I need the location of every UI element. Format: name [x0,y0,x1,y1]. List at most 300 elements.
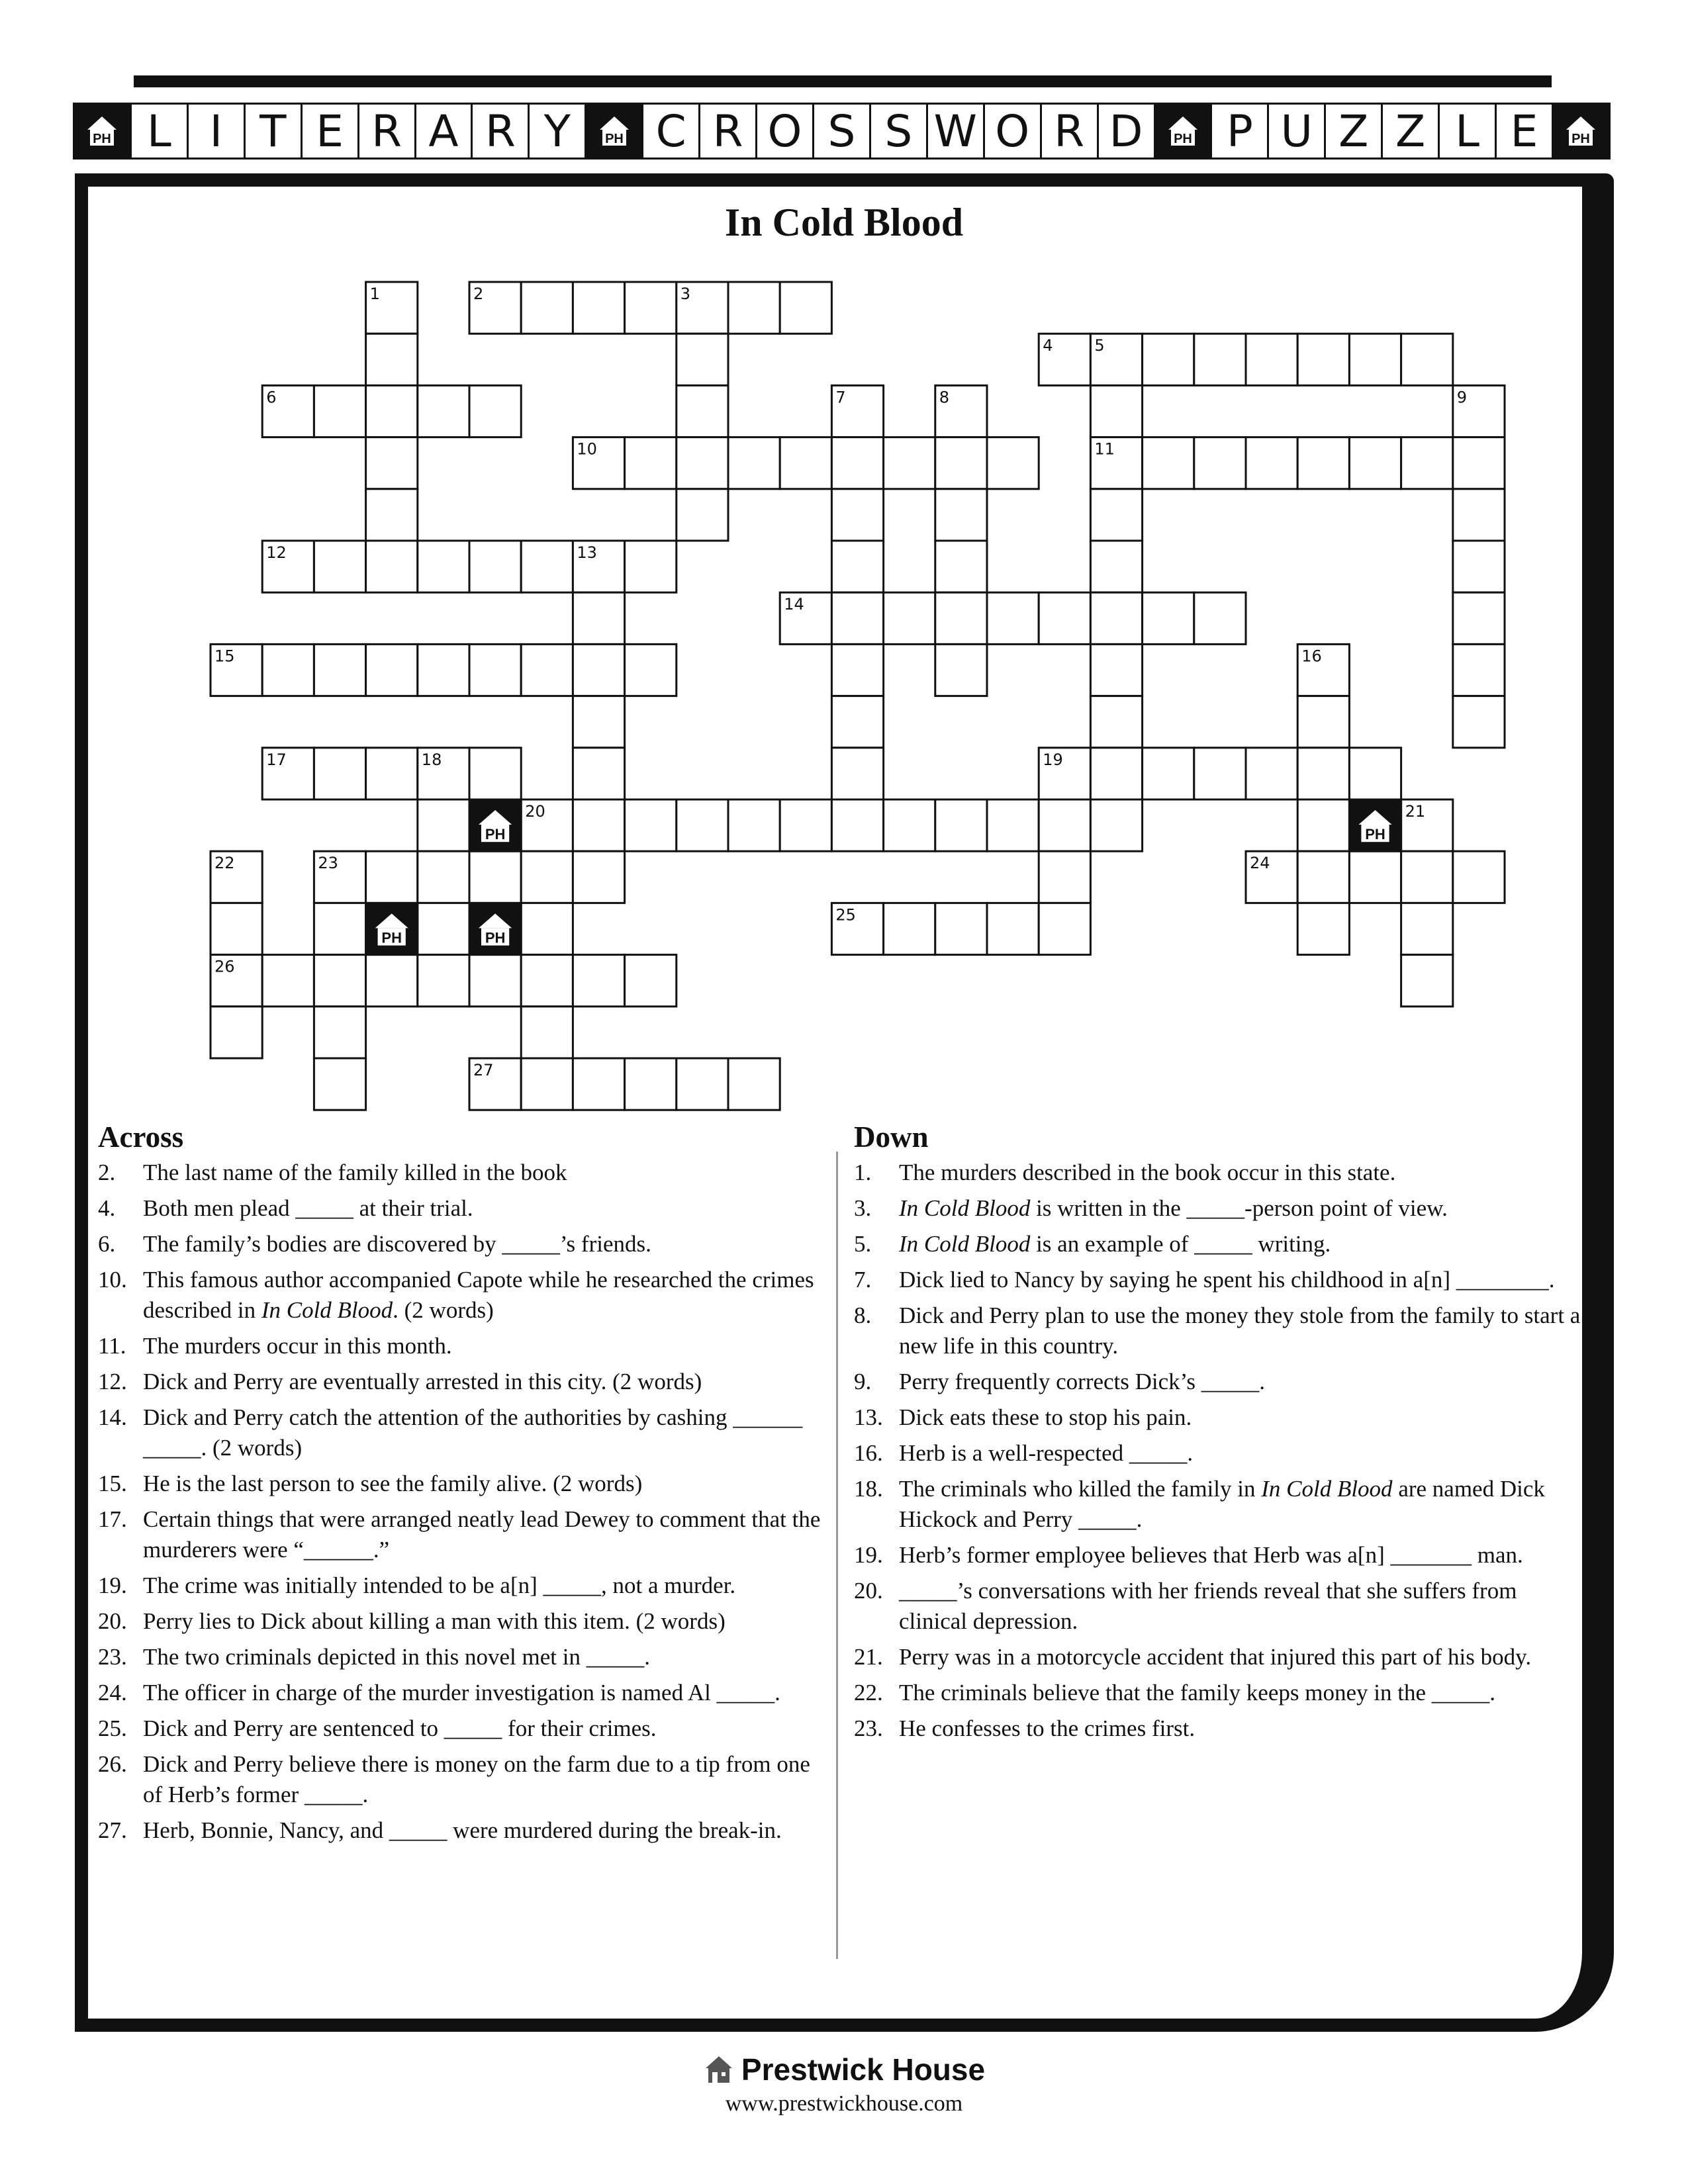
grid-cell[interactable] [987,799,1039,851]
grid-cell[interactable] [884,903,935,954]
grid-cell[interactable] [831,644,883,696]
clue-number: 23 [318,854,338,873]
grid-cell[interactable] [366,334,418,385]
grid-cell[interactable] [1246,334,1297,385]
clue-text: The criminals believe that the family keeps money in the _____. [899,1680,1495,1706]
grid-cell[interactable] [1143,592,1194,644]
clue-number: 7. [854,1267,872,1293]
down-clue [854,1678,1582,1708]
clue-number: 9. [854,1369,872,1394]
svg-text:PH: PH [93,132,112,146]
grid-cell[interactable] [987,592,1039,644]
ph-logo-icon [469,799,521,851]
banner-letter: R [1040,103,1099,159]
clue-number: 2 [473,285,484,303]
grid-cell[interactable] [521,903,573,954]
clue-number: 14 [784,595,804,614]
grid-cell[interactable] [935,592,987,644]
banner-letter: D [1097,103,1156,159]
grid-cell[interactable] [314,748,365,799]
across-clue [98,1815,833,1846]
grid-cell[interactable] [677,385,728,437]
clue-text: Perry lies to Dick about killing a man with this item. (2 words) [143,1608,726,1634]
grid-cell[interactable] [1453,592,1505,644]
down-clue [854,1713,1582,1744]
clue-number: 22 [214,854,235,873]
grid-cell[interactable] [366,489,418,541]
grid-cell[interactable] [625,644,677,696]
down-clue [854,1265,1582,1295]
clue-number: 5. [854,1231,872,1257]
grid-cell[interactable] [831,437,883,489]
grid-cell[interactable] [418,541,469,592]
grid-cell[interactable] [573,592,624,644]
banner-letter: O [983,103,1042,159]
clue-number: 9 [1456,388,1468,407]
grid-cell[interactable] [677,334,728,385]
clue-number: 16 [1301,647,1322,666]
grid-cell[interactable] [1349,334,1401,385]
grid-cell[interactable] [1453,696,1505,748]
across-clue [98,1229,833,1259]
grid-cell[interactable] [418,903,469,954]
grid-cell[interactable] [1297,334,1349,385]
grid-cell[interactable] [728,799,780,851]
grid-cell[interactable] [625,1058,677,1110]
grid-cell[interactable] [1039,903,1090,954]
grid-cell[interactable] [1090,644,1142,696]
grid-cell[interactable] [1194,334,1246,385]
grid-cell[interactable] [418,799,469,851]
grid-cell[interactable] [262,644,314,696]
grid-cell[interactable] [469,851,521,903]
clue-text: Dick and Perry believe there is money on the farm due to a tip from one of Herb’s former _____. [143,1751,810,1807]
banner-letter: R [698,103,757,159]
across-clue [98,1713,833,1744]
clue-text: The officer in charge of the murder investigation is named Al _____. [143,1680,780,1706]
grid-cell[interactable] [521,282,573,334]
clue-text: _____’s conversations with her friends reveal that she suffers from clinical depression. [899,1578,1517,1634]
grid-cell[interactable] [780,282,831,334]
grid-cell[interactable] [1401,955,1453,1007]
clue-number: 11. [98,1333,126,1359]
grid-cell[interactable] [1297,851,1349,903]
banner-letter: R [357,103,416,159]
clue-number: 20. [98,1608,127,1634]
clue-text: Perry was in a motorcycle accident that injured this part of his body. [899,1644,1532,1670]
grid-cell[interactable] [1349,748,1401,799]
grid-cell[interactable] [1090,696,1142,748]
clue-number: 19. [98,1572,127,1598]
clue-number: 7 [835,388,846,407]
grid-cell[interactable] [1246,437,1297,489]
grid-cell[interactable] [987,437,1039,489]
house-logo-icon [703,2054,735,2085]
banner-letter: C [641,103,700,159]
grid-cell[interactable] [1297,437,1349,489]
grid-cell[interactable] [1090,489,1142,541]
grid-cell[interactable] [1453,437,1505,489]
down-clue [854,1576,1582,1637]
grid-cell[interactable] [987,903,1039,954]
svg-text:PH: PH [381,929,402,946]
grid-cell[interactable] [625,799,677,851]
banner-letter: A [414,103,473,159]
grid-cell[interactable] [1401,851,1453,903]
clue-number: 3 [680,285,691,303]
grid-cell[interactable] [677,437,728,489]
prestwick-house-logo [703,2052,985,2087]
clue-number: 2. [98,1160,116,1185]
clue-number: 23. [854,1715,883,1741]
grid-cell[interactable] [1039,851,1090,903]
grid-cell[interactable] [573,851,624,903]
banner-letter: S [812,103,871,159]
grid-cell[interactable] [935,799,987,851]
grid-cell[interactable] [1090,541,1142,592]
svg-text:PH: PH [1365,826,1385,843]
grid-cell[interactable] [1453,644,1505,696]
grid-cell[interactable] [625,955,677,1007]
grid-cell[interactable] [314,541,365,592]
clue-text: Perry frequently corrects Dick’s _____. [899,1369,1266,1394]
grid-cell[interactable] [521,1058,573,1110]
grid-cell[interactable] [521,541,573,592]
clue-number: 21 [1405,802,1426,821]
down-heading: Down [854,1120,929,1154]
across-clue [98,1265,833,1326]
grid-cell[interactable] [884,799,935,851]
grid-cell[interactable] [1143,748,1194,799]
clue-text: Both men plead _____ at their trial. [143,1195,473,1221]
grid-cell[interactable] [728,437,780,489]
clue-text: He confesses to the crimes first. [899,1715,1196,1741]
across-clue [98,1606,833,1637]
grid-cell[interactable] [884,437,935,489]
banner-letter: U [1267,103,1326,159]
clue-number: 12 [266,543,287,562]
puzzle-title: In Cold Blood [724,201,964,244]
banner-letter: T [244,103,303,159]
banner-letter: E [1495,103,1554,159]
clue-number: 8 [939,388,950,407]
svg-text:PH: PH [604,132,624,146]
clue-number: 16. [854,1440,883,1466]
clue-number: 23. [98,1644,127,1670]
across-clues [98,1122,833,1851]
grid-cell[interactable] [625,541,677,592]
clue-number: 20 [525,802,545,821]
across-clue [98,1749,833,1810]
svg-text:PH: PH [1174,132,1192,146]
banner-letter: R [471,103,530,159]
clue-number: 6. [98,1231,116,1257]
grid-cell[interactable] [366,955,418,1007]
grid-cell[interactable] [1297,799,1349,851]
clue-text: He is the last person to see the family alive. (2 words) [143,1471,643,1496]
grid-cell[interactable] [314,955,365,1007]
banner-letter: S [869,103,928,159]
grid-cell[interactable] [469,644,521,696]
grid-cell[interactable] [573,696,624,748]
across-clue [98,1367,833,1397]
clue-number: 11 [1094,439,1115,459]
banner-letter: Z [1381,103,1440,159]
svg-text:PH: PH [485,929,506,946]
grid-cell[interactable] [1297,903,1349,954]
down-clue [854,1438,1582,1469]
banner-letter: O [755,103,814,159]
clue-number: 27 [473,1061,494,1079]
grid-cell[interactable] [780,437,831,489]
ph-logo-icon [469,903,521,954]
across-clue [98,1570,833,1601]
grid-cell[interactable] [573,748,624,799]
grid-cell[interactable] [366,748,418,799]
banner-letter: E [301,103,359,159]
down-clue [854,1193,1582,1224]
clue-number: 26 [214,957,235,976]
grid-cell[interactable] [780,799,831,851]
grid-cell[interactable] [1297,696,1349,748]
grid-cell[interactable] [418,644,469,696]
clue-number: 17. [98,1506,127,1532]
grid-cell[interactable] [366,851,418,903]
grid-cell[interactable] [935,644,987,696]
clue-text: The murders described in the book occur in this state. [899,1160,1396,1185]
down-clue [854,1300,1582,1361]
grid-cell[interactable] [935,903,987,954]
clue-number: 22. [854,1680,883,1706]
down-clue [854,1642,1582,1672]
clue-number: 3. [854,1195,872,1221]
clue-text: The family’s bodies are discovered by _____’s friends. [143,1231,651,1257]
clue-number: 26. [98,1751,127,1777]
clue-text: The criminals who killed the family in In Cold Blood are named Dick Hickock and Perry _____. [899,1476,1545,1532]
clue-number: 19 [1043,750,1063,769]
grid-cell[interactable] [573,282,624,334]
grid-cell[interactable] [831,592,883,644]
grid-cell[interactable] [728,1058,780,1110]
across-clue [98,1504,833,1565]
banner-letter: L [1438,103,1497,159]
grid-cell[interactable] [469,385,521,437]
grid-cell[interactable] [831,696,883,748]
grid-cell[interactable] [1194,437,1246,489]
banner-letter: I [187,103,246,159]
grid-cell[interactable] [831,541,883,592]
banner-letter: L [130,103,189,159]
grid-cell[interactable] [366,541,418,592]
grid-cell[interactable] [211,903,262,954]
grid-cell[interactable] [366,644,418,696]
down-clue [854,1158,1582,1188]
grid-cell[interactable] [1143,334,1194,385]
grid-cell[interactable] [935,437,987,489]
grid-cell[interactable] [625,437,677,489]
grid-cell[interactable] [1401,437,1453,489]
clue-number: 6 [266,388,277,407]
clue-text: This famous author accompanied Capote while he researched the crimes described in In Cold Blood. (2 words) [143,1267,814,1323]
clue-number: 15 [214,647,235,666]
across-clue [98,1642,833,1672]
grid-cell[interactable] [935,541,987,592]
clue-number: 4. [98,1195,116,1221]
grid-cell[interactable] [573,799,624,851]
grid-cell[interactable] [677,1058,728,1110]
website-url: www.prestwickhouse.com [725,2091,963,2116]
grid-cell[interactable] [1090,385,1142,437]
across-heading: Across [98,1120,184,1154]
grid-cell[interactable] [1246,748,1297,799]
column-divider [836,1152,838,1959]
grid-cell[interactable] [418,385,469,437]
grid-cell[interactable] [1194,748,1246,799]
grid-cell[interactable] [1194,592,1246,644]
grid-cell[interactable] [573,955,624,1007]
grid-cell[interactable] [314,644,365,696]
clue-number: 24. [98,1680,127,1706]
grid-cell[interactable] [935,489,987,541]
across-clue [98,1678,833,1708]
clue-text: In Cold Blood is an example of _____ writing. [899,1231,1331,1257]
grid-cell[interactable] [1039,799,1090,851]
grid-cell[interactable] [314,903,365,954]
svg-text:PH: PH [485,826,506,843]
clue-text: Dick and Perry plan to use the money they stole from the family to start a new life in this country. [899,1302,1581,1359]
grid-cell[interactable] [314,1058,365,1110]
clue-number: 12. [98,1369,127,1394]
grid-cell[interactable] [211,1007,262,1058]
clue-text: Herb’s former employee believes that Herb was a[n] _______ man. [899,1542,1523,1568]
down-clue [854,1474,1582,1535]
grid-cell[interactable] [1349,437,1401,489]
clue-text: The last name of the family killed in the book [143,1160,567,1185]
grid-cell[interactable] [314,1007,365,1058]
clue-text: Dick eats these to stop his pain. [899,1404,1192,1430]
grid-cell[interactable] [677,799,728,851]
across-clue [98,1331,833,1361]
across-clue [98,1193,833,1224]
grid-cell[interactable] [418,955,469,1007]
grid-cell[interactable] [314,385,365,437]
clue-number: 17 [266,750,287,769]
grid-cell[interactable] [1349,851,1401,903]
grid-cell[interactable] [366,437,418,489]
grid-cell[interactable] [1401,903,1453,954]
grid-cell[interactable] [728,282,780,334]
grid-cell[interactable] [625,282,677,334]
clue-number: 27. [98,1817,127,1843]
clue-number: 13 [577,543,597,562]
clue-text: The two criminals depicted in this novel met in _____. [143,1644,650,1670]
grid-cell[interactable] [469,748,521,799]
grid-cell[interactable] [573,1058,624,1110]
clue-number: 20. [854,1578,883,1604]
clue-number: 10. [98,1267,127,1293]
footer [0,2052,1688,2116]
clue-text: Dick lied to Nancy by saying he spent his childhood in a[n] ________. [899,1267,1555,1293]
grid-cell[interactable] [1090,799,1142,851]
clue-text: Dick and Perry are sentenced to _____ for their crimes. [143,1715,657,1741]
clue-number: 5 [1094,336,1105,355]
down-clue [854,1367,1582,1397]
clue-number: 4 [1043,336,1053,355]
banner-letter: P [1210,103,1269,159]
banner-letter: Z [1324,103,1383,159]
grid-cell[interactable] [1090,592,1142,644]
across-clue [98,1402,833,1463]
grid-cell[interactable] [1453,541,1505,592]
clue-number: 21. [854,1644,883,1670]
grid-cell[interactable] [884,592,935,644]
grid-cell[interactable] [831,489,883,541]
brand-name: Prestwick House [741,2052,986,2087]
down-clue-list [854,1158,1582,1744]
clue-number: 1 [369,285,380,303]
grid-cell[interactable] [521,644,573,696]
clue-number: 10 [577,439,597,459]
banner-letter: Y [528,103,586,159]
grid-cell[interactable] [677,489,728,541]
svg-text:PH: PH [1571,132,1591,146]
across-clue [98,1469,833,1499]
clue-number: 24 [1250,854,1270,873]
grid-cell[interactable] [366,385,418,437]
grid-cell[interactable] [1453,489,1505,541]
clue-number: 1. [854,1160,872,1185]
clue-text: Herb, Bonnie, Nancy, and _____ were murdered during the break-in. [143,1817,782,1843]
clue-text: In Cold Blood is written in the _____-person point of view. [899,1195,1448,1221]
clue-number: 25. [98,1715,127,1741]
clue-number: 13. [854,1404,883,1430]
grid-cell[interactable] [521,851,573,903]
grid-cell[interactable] [1090,748,1142,799]
clue-text: Dick and Perry catch the attention of the authorities by cashing ______ _____. (2 words) [143,1404,803,1461]
grid-cell[interactable] [1453,851,1505,903]
down-clues [854,1122,1582,1749]
clue-text: The murders occur in this month. [143,1333,452,1359]
across-clue-list [98,1158,833,1846]
down-clue [854,1402,1582,1433]
clue-number: 8. [854,1302,872,1328]
clue-number: 14. [98,1404,127,1430]
grid-cell[interactable] [262,955,314,1007]
clue-text: Certain things that were arranged neatly lead Dewey to comment that the murderers were “______.” [143,1506,821,1563]
banner-letter: W [926,103,985,159]
ph-logo-icon [366,903,418,954]
grid-cell[interactable] [831,799,883,851]
clue-text: The crime was initially intended to be a[n] _____, not a murder. [143,1572,736,1598]
grid-cell[interactable] [1297,748,1349,799]
clue-number: 18. [854,1476,883,1502]
grid-cell[interactable] [831,748,883,799]
clue-number: 25 [835,905,856,925]
clue-number: 18 [421,750,442,769]
grid-cell[interactable] [1401,334,1453,385]
grid-cell[interactable] [573,644,624,696]
clue-number: 19. [854,1542,883,1568]
grid-cell[interactable] [1143,437,1194,489]
grid-cell[interactable] [521,955,573,1007]
grid-cell[interactable] [469,955,521,1007]
grid-cell[interactable] [521,1007,573,1058]
grid-cell[interactable] [418,851,469,903]
grid-cell[interactable] [1039,592,1090,644]
down-clue [854,1229,1582,1259]
clue-text: Herb is a well-respected _____. [899,1440,1194,1466]
grid-cell[interactable] [469,541,521,592]
